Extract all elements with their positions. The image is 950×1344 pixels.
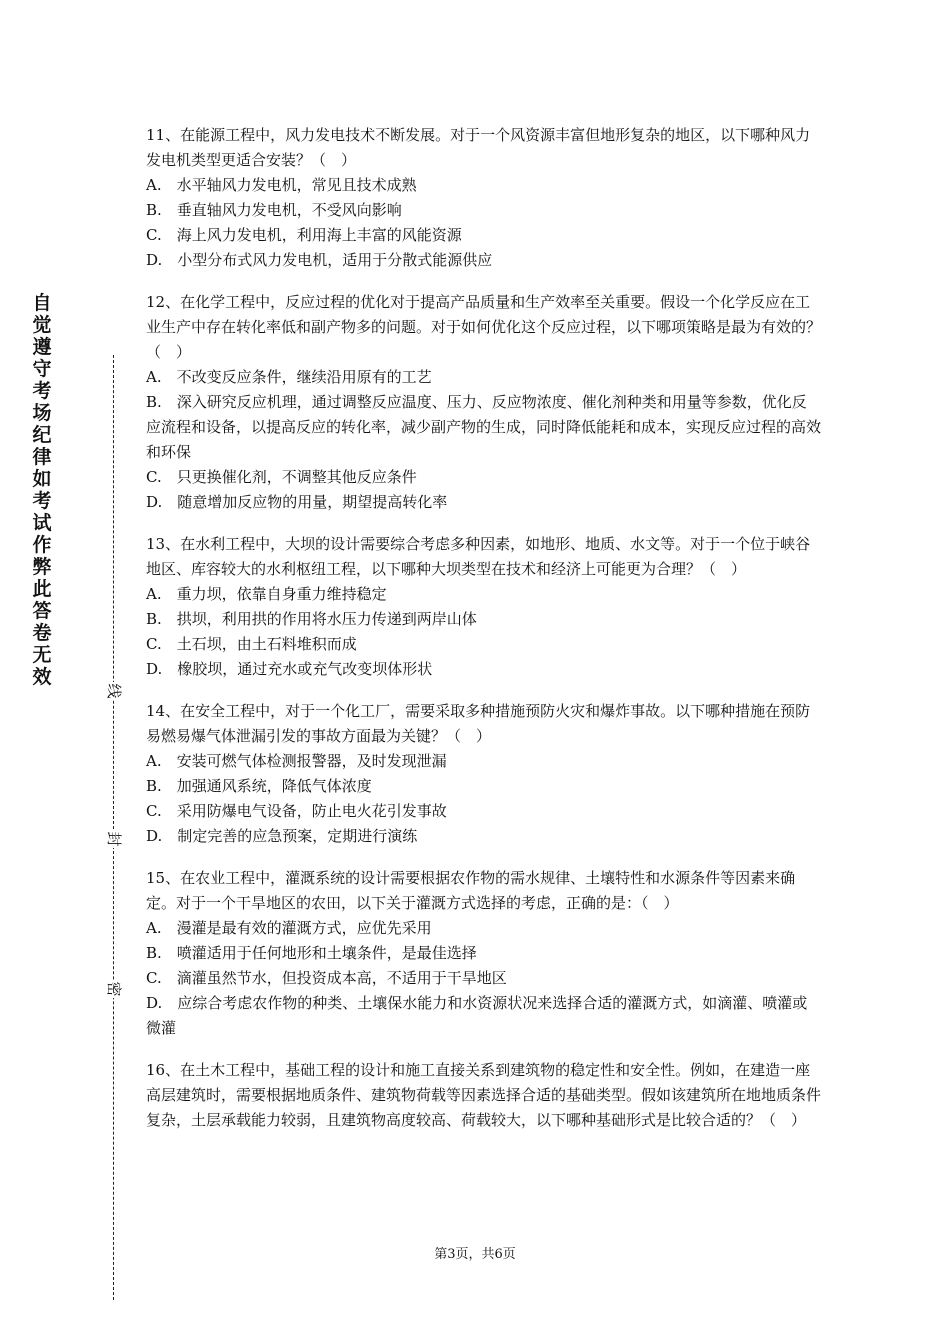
question-11 [146, 123, 821, 273]
binding-dash-line [113, 355, 114, 1300]
question-13 [146, 532, 821, 682]
question-stem: 16、在土木工程中，基础工程的设计和施工直接关系到建筑物的稳定性和安全性。例如，在建造一座高层建筑时，需要根据地质条件、建筑物荷载等因素选择合适的基础类型。假如该建筑所在地地质条件复杂，土层承载能力较弱，且建筑物高度较高、荷载较大，以下哪种基础形式是比较合适的？（ ） [146, 1061, 822, 1129]
option-d: D. 橡胶坝，通过充水或充气改变坝体形状 [146, 660, 433, 678]
option-b: B. 加强通风系统，降低气体浓度 [146, 777, 372, 795]
question-15 [146, 866, 821, 1041]
option-b: B. 喷灌适用于任何地形和土壤条件，是最佳选择 [146, 944, 477, 962]
option-d: D. 制定完善的应急预案，定期进行演练 [146, 827, 418, 845]
option-c: C. 采用防爆电气设备，防止电火花引发事故 [146, 802, 447, 820]
option-c: C. 土石坝，由土石料堆积而成 [146, 635, 357, 653]
option-a: A. 不改变反应条件，继续沿用原有的工艺 [146, 368, 432, 386]
question-stem: 12、在化学工程中，反应过程的优化对于提高产品质量和生产效率至关重要。假设一个化学反应在工业生产中存在转化率低和副产物多的问题。对于如何优化这个反应过程，以下哪项策略是最为有效的？（ ） [146, 293, 822, 361]
option-b: B. 深入研究反应机理，通过调整反应温度、压力、反应物浓度、催化剂种类和用量等参数，优化反应流程和设备，以提高反应的转化率，减少副产物的生成，同时降低能耗和成本，实现反应过程的高效和环保 [146, 393, 822, 461]
option-d: D. 应综合考虑农作物的种类、土壤保水能力和水资源状况来选择合适的灌溉方式，如滴灌、喷灌或微灌 [146, 994, 808, 1037]
option-d: D. 随意增加反应物的用量，期望提高转化率 [146, 493, 448, 511]
question-14 [146, 699, 821, 849]
seal-char-secret: 密 [105, 981, 123, 997]
option-a: A. 水平轴风力发电机，常见且技术成熟 [146, 176, 417, 194]
option-c: C. 滴灌虽然节水，但投资成本高，不适用于干旱地区 [146, 969, 507, 987]
question-stem: 11、在能源工程中，风力发电技术不断发展。对于一个风资源丰富但地形复杂的地区，以下哪种风力发电机类型更适合安装？（ ） [146, 126, 811, 169]
question-16 [146, 1058, 821, 1133]
seal-char-line: 线 [105, 683, 123, 699]
option-c: C. 海上风力发电机，利用海上丰富的风能资源 [146, 226, 462, 244]
exam-warning-vertical: 自觉遵守考场纪律如考试作弊此答卷无效 [32, 292, 52, 688]
option-a: A. 漫灌是最有效的灌溉方式，应优先采用 [146, 919, 432, 937]
option-a: A. 重力坝，依靠自身重力维持稳定 [146, 585, 387, 603]
question-stem: 15、在农业工程中，灌溉系统的设计需要根据农作物的需水规律、土壤特性和水源条件等因素来确定。对于一个干旱地区的农田，以下关于灌溉方式选择的考虑，正确的是：（ ） [146, 869, 796, 912]
option-b: B. 拱坝，利用拱的作用将水压力传递到两岸山体 [146, 610, 477, 628]
seal-char-seal: 封 [105, 831, 123, 847]
question-list [146, 123, 821, 1150]
question-stem: 13、在水利工程中，大坝的设计需要综合考虑多种因素，如地形、地质、水文等。对于一个位于峡谷地区、库容较大的水利枢纽工程，以下哪种大坝类型在技术和经济上可能更为合理？（ ） [146, 535, 811, 578]
question-12 [146, 290, 821, 515]
option-c: C. 只更换催化剂，不调整其他反应条件 [146, 468, 417, 486]
option-d: D. 小型分布式风力发电机，适用于分散式能源供应 [146, 251, 493, 269]
option-a: A. 安装可燃气体检测报警器，及时发现泄漏 [146, 752, 447, 770]
page-number: 第3页，共6页 [434, 1247, 516, 1262]
option-b: B. 垂直轴风力发电机，不受风向影响 [146, 201, 402, 219]
question-stem: 14、在安全工程中，对于一个化工厂，需要采取多种措施预防火灾和爆炸事故。以下哪种措施在预防易燃易爆气体泄漏引发的事故方面最为关键？（ ） [146, 702, 811, 745]
